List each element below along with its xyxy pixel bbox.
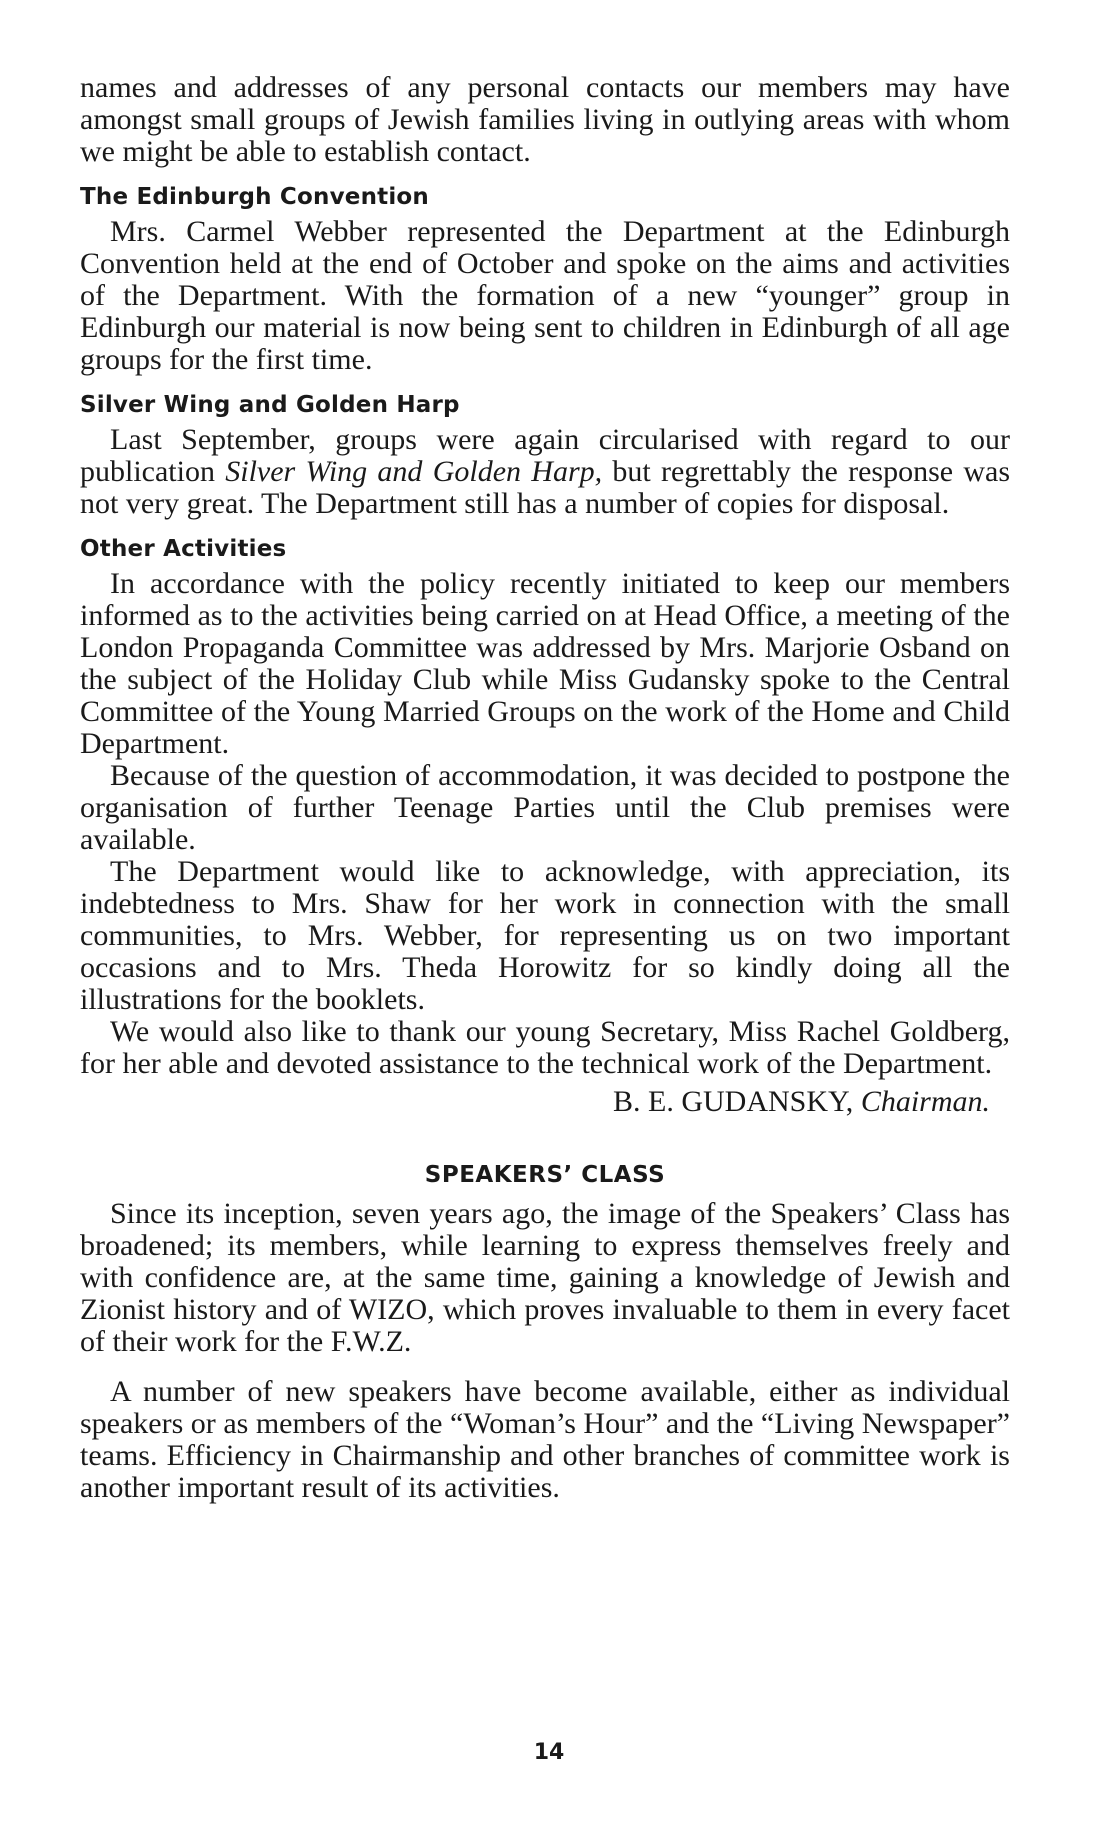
silver-wing-heading: Silver Wing and Golden Harp [80, 392, 460, 418]
other-activities-heading: Other Activities [80, 536, 287, 562]
speakers-paragraph-2: A number of new speakers have become available, either as individual speakers or as members of the “Woman’s Hour” and the “Living Newspaper” teams. Efficiency in Chairmanship and other branches of committee work is another important result of its activities. [80, 1375, 1010, 1504]
edinburgh-paragraph: Mrs. Carmel Webber represented the Department at the Edinburgh Convention held at the end of October and spoke on the aims and activities of the Department. With the formation of a new “younger” group in Edinburgh our material is now being sent to children in Edinburgh of all age groups for the first time. [80, 215, 1010, 376]
other-paragraph-1: In accordance with the policy recently initiated to keep our members informed as to the activities being carried on at Head Office, a meeting of the London Propaganda Committee was addressed by Mrs. Marjorie Osband on the subject of the Holiday Club while Miss Gudansky spoke to the Central Committee of the Young Married Groups on the work of the Home and Child Department. [80, 567, 1010, 760]
document-page [80, 72, 1010, 1504]
signature-role: Chairman. [860, 1085, 990, 1118]
signature [80, 1086, 1010, 1118]
other-paragraph-2: Because of the question of accommodation, it was decided to postpone the organisation of further Teenage Parties until the Club premises were available. [80, 759, 1010, 856]
speakers-class-heading: SPEAKERS’ CLASS [424, 1162, 666, 1188]
speakers-paragraph-1: Since its inception, seven years ago, the image of the Speakers’ Class has broadened; its members, while learning to express themselves freely and with confidence are, at the same time, gaining a knowledge of Jewish and Zionist history and of WIZO, which proves invaluable to them in every facet of their work for the F.W.Z. [80, 1197, 1010, 1358]
silver-wing-paragraph [80, 424, 1010, 520]
intro-paragraph: names and addresses of any personal contacts our members may have amongst small groups of Jewish families living in outlying areas with whom we might be able to establish contact. [80, 71, 1010, 168]
other-paragraph-3: The Department would like to acknowledge, with appreciation, its indebtedness to Mrs. Shaw for her work in connection with the small communities, to Mrs. Webber, for representing us on two important occasions and to Mrs. Theda Horowitz for so kindly doing all the illustrations for the booklets. [80, 855, 1010, 1016]
other-paragraph-4: We would also like to thank our young Secretary, Miss Rachel Goldberg, for her able and devoted assistance to the technical work of the Department. [80, 1015, 1010, 1080]
edinburgh-heading: The Edinburgh Convention [80, 184, 430, 210]
publication-title: Silver Wing and Golden Harp, [225, 455, 603, 488]
signature-name: B. E. GUDANSKY, [613, 1085, 854, 1118]
page-number: 14 [533, 1740, 565, 1765]
silver-wing-text-after: but regrettably the response was not very great. The Department still has a number of copies for disposal. [80, 455, 1010, 520]
silver-wing-text-before: Last September, groups were again circularised with regard to our publication [80, 423, 1010, 488]
